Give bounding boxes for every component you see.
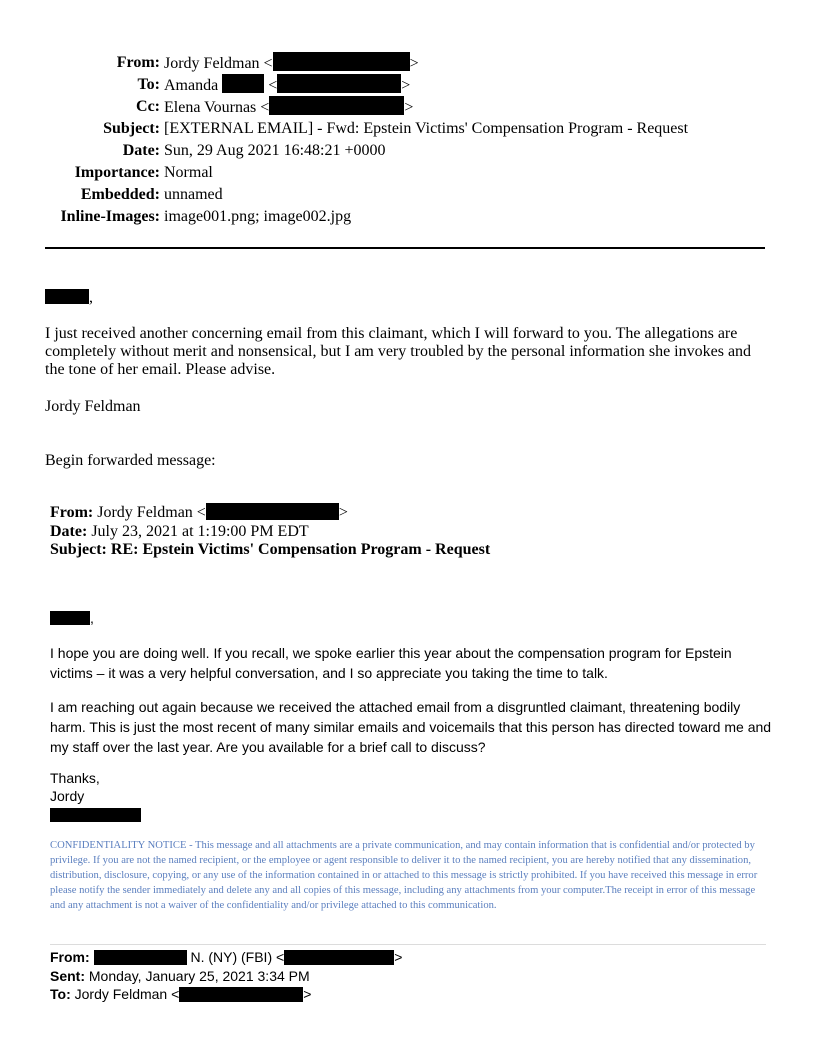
cc-name: Elena Vournas (164, 99, 257, 116)
forwarded-from-close: > (338, 504, 348, 521)
message-signature: Jordy Feldman (45, 398, 141, 415)
cc-value (164, 96, 413, 119)
header-divider (45, 247, 765, 249)
importance-value: Normal (164, 164, 213, 181)
redacted-email (179, 987, 303, 1002)
to-value (164, 74, 410, 97)
reply-closing: Thanks, (50, 770, 100, 786)
inline-images-label: Inline-Images: (60, 208, 160, 225)
from-bracket-close: > (409, 55, 419, 72)
redacted-email (269, 96, 404, 115)
original-sent-row (50, 967, 402, 986)
to-bracket-open: < (268, 77, 278, 94)
subject-value: [EXTERNAL EMAIL] - Fwd: Epstein Victims' Compensation Program - Request (164, 120, 689, 137)
header-inline-images-row (0, 206, 816, 228)
forward-intro: Begin forwarded message: (45, 452, 216, 469)
original-to-value: Jordy Feldman < (74, 986, 180, 1002)
header-to-row (0, 74, 816, 96)
importance-label: Importance: (74, 164, 160, 181)
original-message-divider (50, 944, 766, 945)
to-name: Amanda (164, 77, 219, 94)
from-value (164, 52, 419, 75)
from-label: From: (116, 54, 160, 71)
forwarded-subject-label: Subject: (50, 541, 107, 558)
redacted-email (273, 52, 410, 71)
header-from-row (0, 52, 816, 74)
reply-name: Jordy (50, 788, 85, 804)
reply-paragraph-1: I hope you are doing well. If you recall, we spoke earlier this year about the compensation program for Epstein victims – it was a very helpful conversation, and I so appreciate you taking the time to talk. (50, 645, 732, 681)
cc-bracket-open: < (260, 99, 270, 116)
email-header (0, 52, 816, 228)
header-cc-row (0, 96, 816, 118)
forwarded-date-value: July 23, 2021 at 1:19:00 PM EDT (91, 522, 309, 540)
redacted-name (50, 611, 90, 625)
date-value: Sun, 29 Aug 2021 16:48:21 +0000 (164, 142, 386, 159)
to-label: To: (137, 76, 160, 93)
original-to-close: > (303, 986, 312, 1002)
confidentiality-notice: CONFIDENTIALITY NOTICE - This message and all attachments are a private communication, and may contain information that is confidential and/or protected by privilege. If you are not the named recipient, or the employee or agent responsible to deliver it to the named recipient, you are hereby notified that any dissemination, distribution, disclosure, copying, or any use of the information contained in or attached to this message is strictly prohibited. If you have received this message in error please notify the sender immediately and delete any and all copies of this message, including any attachments from your computer.The receipt in error of this message and any attachment is not a waiver of the confidentiality and/or privilege attached to this communication. (50, 840, 758, 911)
inline-images-value: image001.png; image002.jpg (164, 208, 352, 225)
forwarded-date-label: Date: (50, 522, 88, 540)
message-paragraph: I just received another concerning email from this claimant, which I will forward to you. The allegations are completely without merit and nonsensical, but I am very troubled by the personal information she invokes and the tone of her email. Please advise. (45, 325, 752, 378)
from-bracket-open: < (263, 55, 273, 72)
original-header (50, 948, 402, 1004)
header-embedded-row (0, 184, 816, 206)
cc-bracket-close: > (404, 99, 414, 116)
redacted-surname (222, 74, 264, 93)
from-name: Jordy Feldman (164, 55, 260, 72)
redacted-name (45, 289, 89, 304)
original-from-row (50, 948, 402, 967)
date-label: Date: (122, 142, 160, 159)
header-importance-row (0, 162, 816, 184)
original-sent-label: Sent: (50, 967, 85, 984)
header-subject-row (0, 118, 816, 140)
original-to-row (50, 985, 402, 1004)
embedded-value: unnamed (164, 186, 223, 203)
reply-salutation (50, 608, 775, 628)
forwarded-from-row (50, 503, 490, 523)
reply-salutation-comma: , (90, 610, 94, 626)
cc-label: Cc: (136, 98, 160, 115)
original-from-label: From: (50, 949, 90, 965)
redacted-signature-block (50, 808, 141, 822)
original-from-suffix: N. (NY) (FBI) < (190, 949, 285, 965)
forwarded-subject-value: RE: Epstein Victims' Compensation Program - Request (110, 541, 491, 558)
to-bracket-close: > (401, 77, 411, 94)
redacted-email (206, 503, 339, 520)
forwarded-header (50, 503, 490, 560)
forwarded-from-name: Jordy Feldman < (97, 504, 206, 521)
redacted-email (277, 74, 401, 93)
forwarded-from-label: From: (50, 504, 94, 521)
embedded-label: Embedded: (80, 186, 160, 203)
forwarded-date-row (50, 523, 490, 542)
original-to-label: To: (50, 986, 71, 1002)
header-date-row (0, 140, 816, 162)
original-from-close: > (394, 949, 403, 965)
reply-paragraph-2: I am reaching out again because we received the attached email from a disgruntled claimant, threatening bodily harm. This is just the most recent of many similar emails and voicemails that this person has directed toward me and my staff over the last year. Are you available for a brief call to discuss? (50, 699, 772, 755)
salutation (45, 289, 765, 307)
redacted-email (284, 950, 394, 965)
forwarded-subject-row (50, 541, 490, 560)
salutation-comma: , (89, 289, 93, 306)
original-sent-value: Monday, January 25, 2021 3:34 PM (88, 967, 310, 984)
redacted-name (94, 950, 187, 965)
subject-label: Subject: (103, 120, 160, 137)
